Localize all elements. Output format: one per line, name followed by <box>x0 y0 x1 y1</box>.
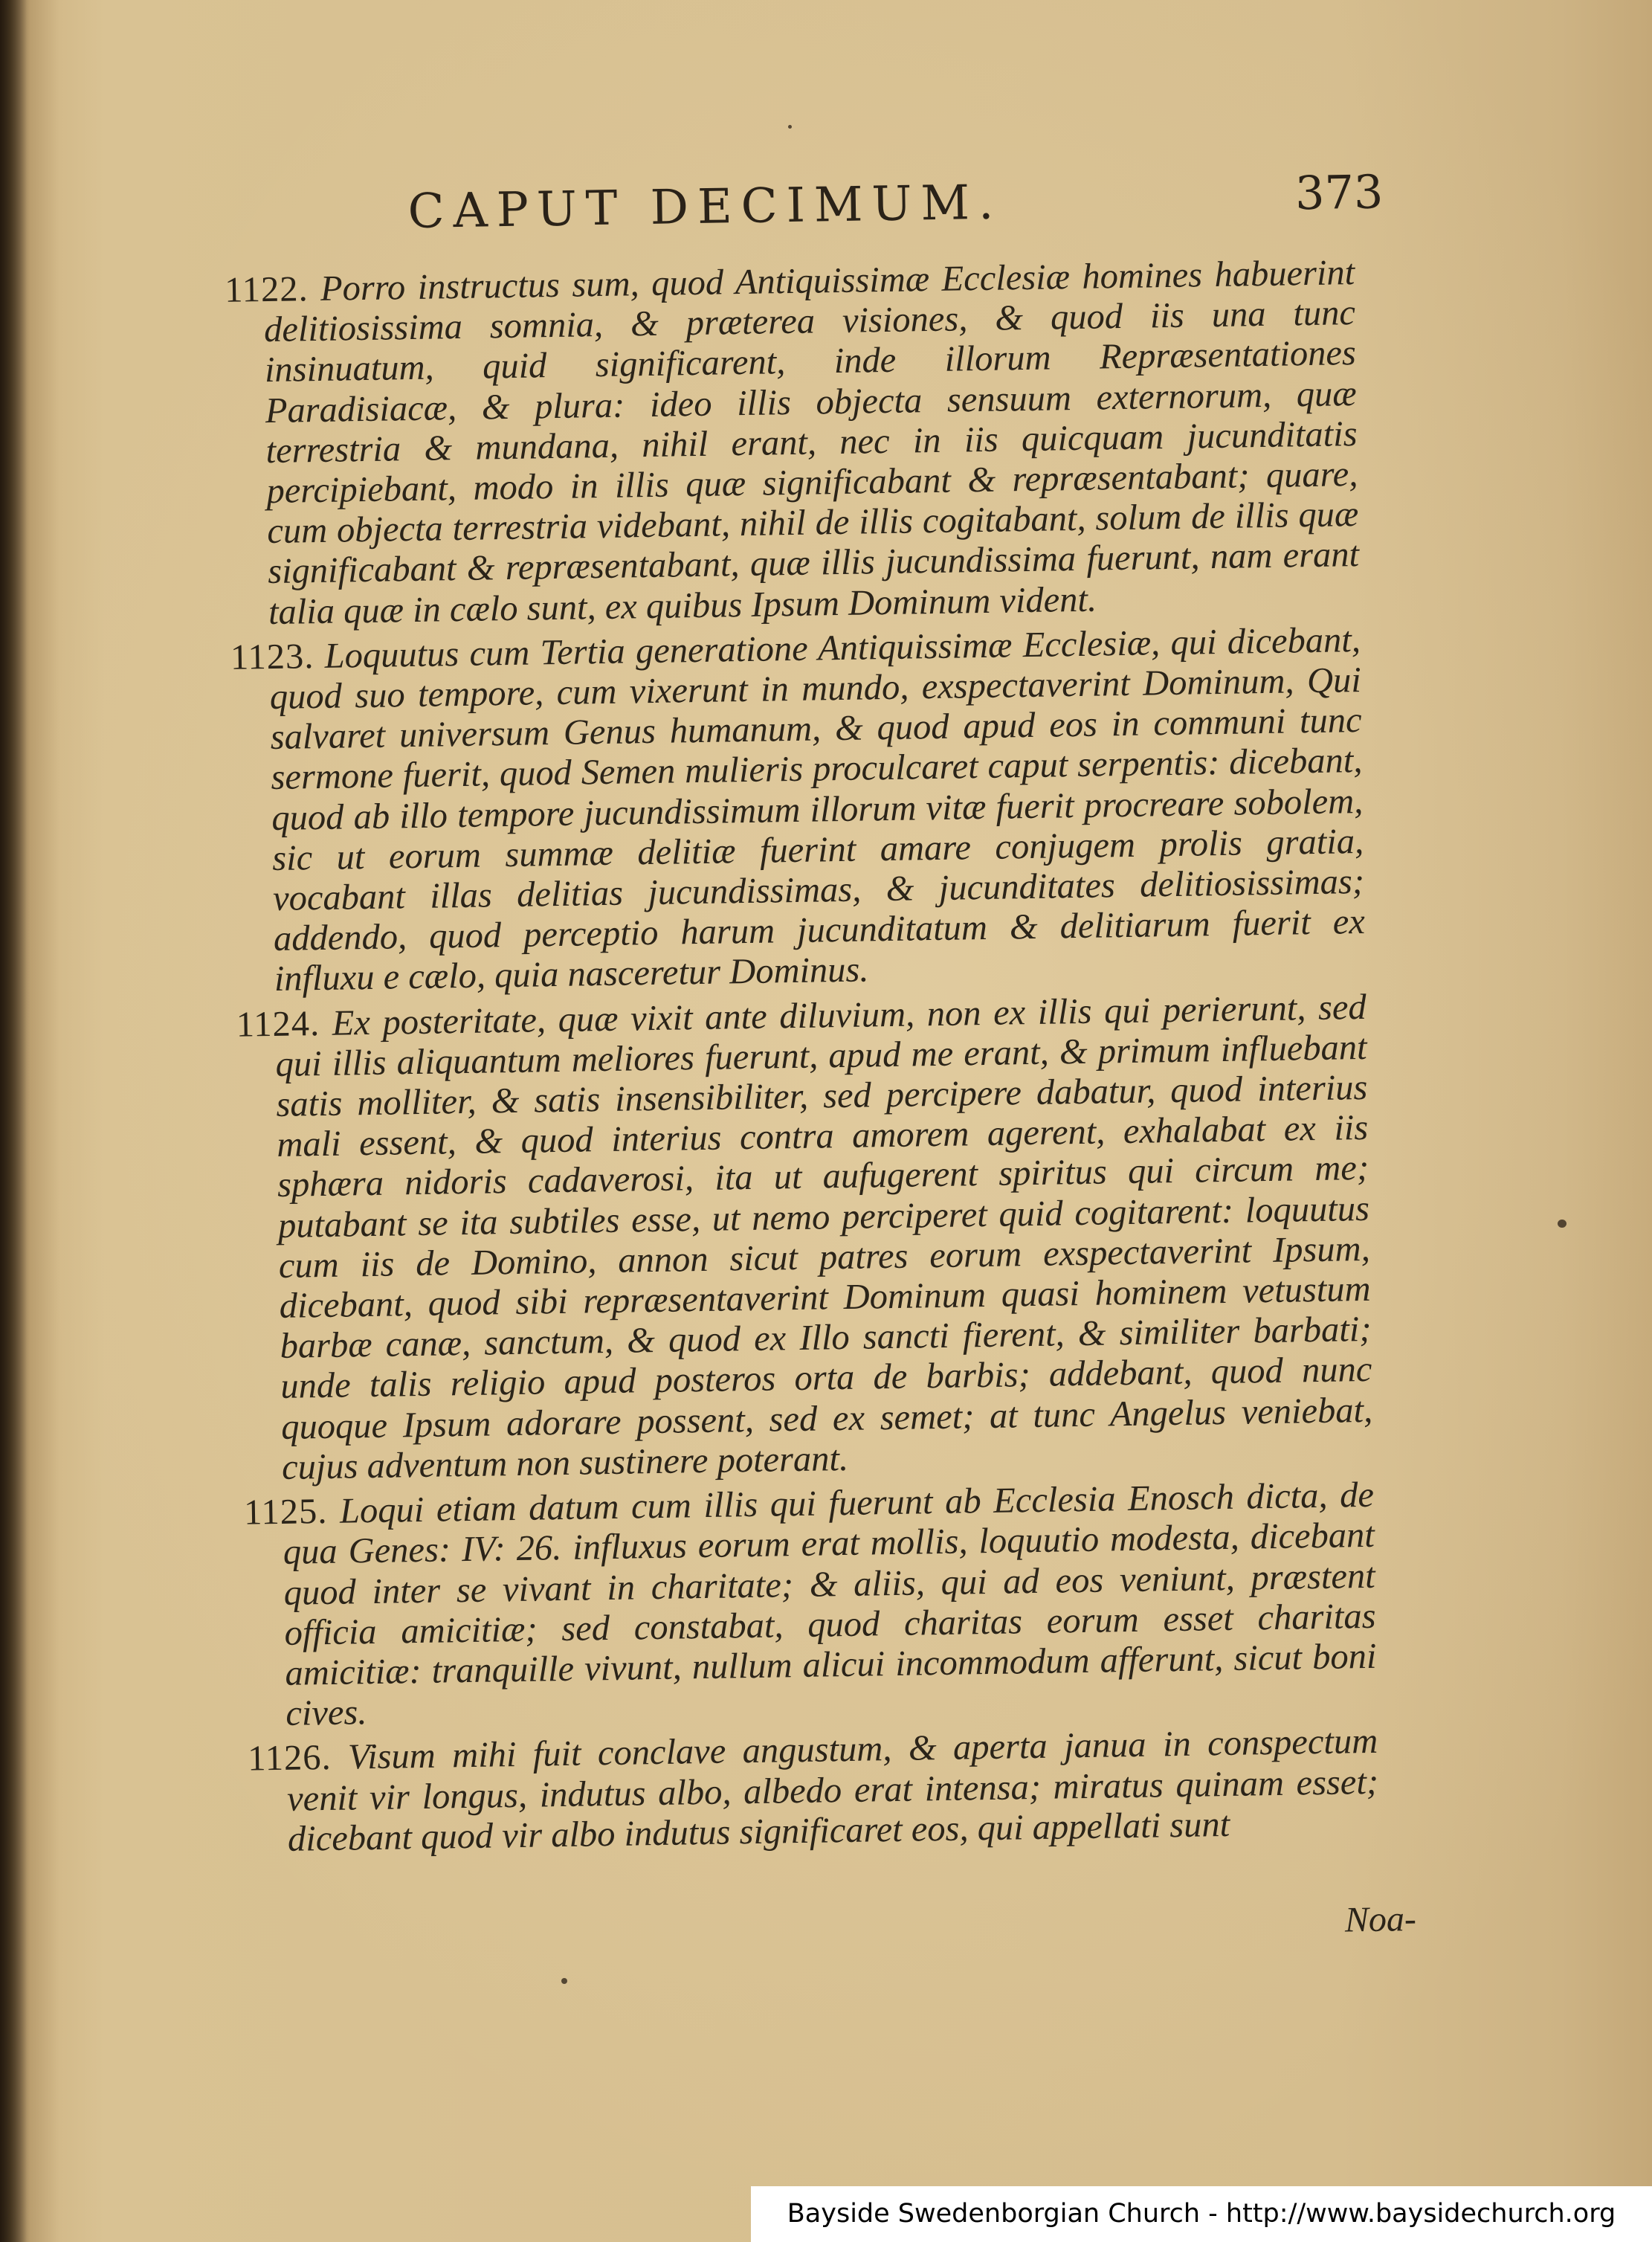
paragraph-text: Ex posteritate, quæ vixit ante diluvium, non ex illis qui perierunt, sed qui illis aliquantum meliores fuerunt, apud me erant, & primum influebant satis molliter, & satis insensibiliter, sed percipere dabatur, quod interius mali essent, & quod interius contra amorem agerent, exhalabat ex iis sphæra nidoris cadaverosi, ita ut aufugerent spiritus qui circum me; putabant se ita subtiles esse, ut nemo perciperet quid cogitarent: loquutus cum iis de Domino, annon sicut patres eorum exspectaverint Ipsum, dicebant, quod sibi repræsentaverint Dominum quasi hominem vetustum barbæ canæ, sanctum, & quod ex Illo sancti fierent, & similiter barbati; unde talis religio apud posteros orta de barbis; addebant, quod nunc quoque Ipsum adorare possent, sed ex semet; at tunc Angelus veniebat, cujus adventum non sustinere poterant. <box>275 987 1373 1487</box>
paragraph-text: Porro instructus sum, quod Antiquissimæ Ecclesiæ homines habuerint delitiosissima somnia, & præterea visiones, & quod iis una tunc insinuatum, quid significarent, inde illorum Repræsentationes Paradisiacæ, & plura: ideo illis objecta sensuum externorum, quæ terrestria & mundana, nihil erant, nec in iis quicquam jucunditatis percipiebant, modo in illis quæ significabant & repræsentabant; quare, cum objecta terrestria videbant, nihil de illis cogitabant, solum de illis quæ significabant & repræsentabant, quæ illis jucundissima fuerunt, nam erant talia quæ in cælo sunt, ex quibus Ipsum Dominum vident. <box>263 253 1360 632</box>
paragraph-1123 <box>230 620 1366 1001</box>
book-page <box>223 164 1417 1957</box>
paper-speck <box>561 1978 567 1984</box>
paragraph-1125 <box>244 1475 1378 1735</box>
running-head <box>223 164 1384 262</box>
catchword: Noa- <box>1344 1899 1417 1940</box>
paragraph-number: 1126. <box>247 1738 332 1779</box>
paragraph-number: 1124. <box>236 1003 320 1045</box>
paper-speck <box>1558 1220 1567 1228</box>
paragraph-number: 1122. <box>224 269 309 310</box>
chapter-title: CAPUT DECIMUM. <box>407 175 1003 240</box>
watermark-banner: Bayside Swedenborgian Church - http://www.baysidechurch.org <box>751 2186 1652 2242</box>
paragraph-1126 <box>248 1721 1379 1860</box>
page-body <box>225 253 1379 1865</box>
book-spine-shadow <box>0 0 27 2242</box>
paragraph-text: Visum mihi fuit conclave angustum, & aperta janua in conspectum venit vir longus, indutus albo, albedo erat intensa; miratus quinam esset; dicebant quod vir albo indutus significaret eos, qui appellati sunt <box>286 1721 1379 1859</box>
paragraph-text: Loqui etiam datum cum illis qui fuerunt ab Ecclesia Enosch dicta, de qua Genes: IV: 26. influxus eorum erat mollis, loquutio modesta, dicebant quod inter se vivant in charitate; & aliis, qui ad eos veniunt, præstent officia amicitiæ; sed constabat, quod charitas eorum esset charitas amicitiæ: tranquille vivunt, nullum alicui incommodum afferunt, sicut boni cives. <box>283 1475 1377 1733</box>
paper-speck <box>788 125 792 129</box>
paragraph-number: 1123. <box>230 636 314 677</box>
paragraph-1122 <box>225 253 1360 634</box>
paragraph-number: 1125. <box>243 1492 328 1533</box>
paragraph-text: Loquutus cum Tertia generatione Antiquissimæ Ecclesiæ, qui dicebant, quod suo tempore, cum vixerunt in mundo, exspectaverint Dominum, Qui salvaret universum Genus humanum, & quod apud eos in communi tunc sermone fuerit, quod Semen mulieris proculcaret caput serpentis: dicebant, quod ab illo tempore jucundissimum illorum vitæ fuerit procreare sobolem, sic ut eorum summæ delitiæ fuerint amare conjugem prolis gratia, vocabant illas delitias jucundissimas, & jucunditates delitiosissimas; addendo, quod perceptio harum jucunditatum & delitiarum fuerit ex influxu e cælo, quia nasceretur Dominus. <box>269 619 1366 999</box>
page-number: 373 <box>1294 164 1384 221</box>
paragraph-1124 <box>236 988 1373 1489</box>
